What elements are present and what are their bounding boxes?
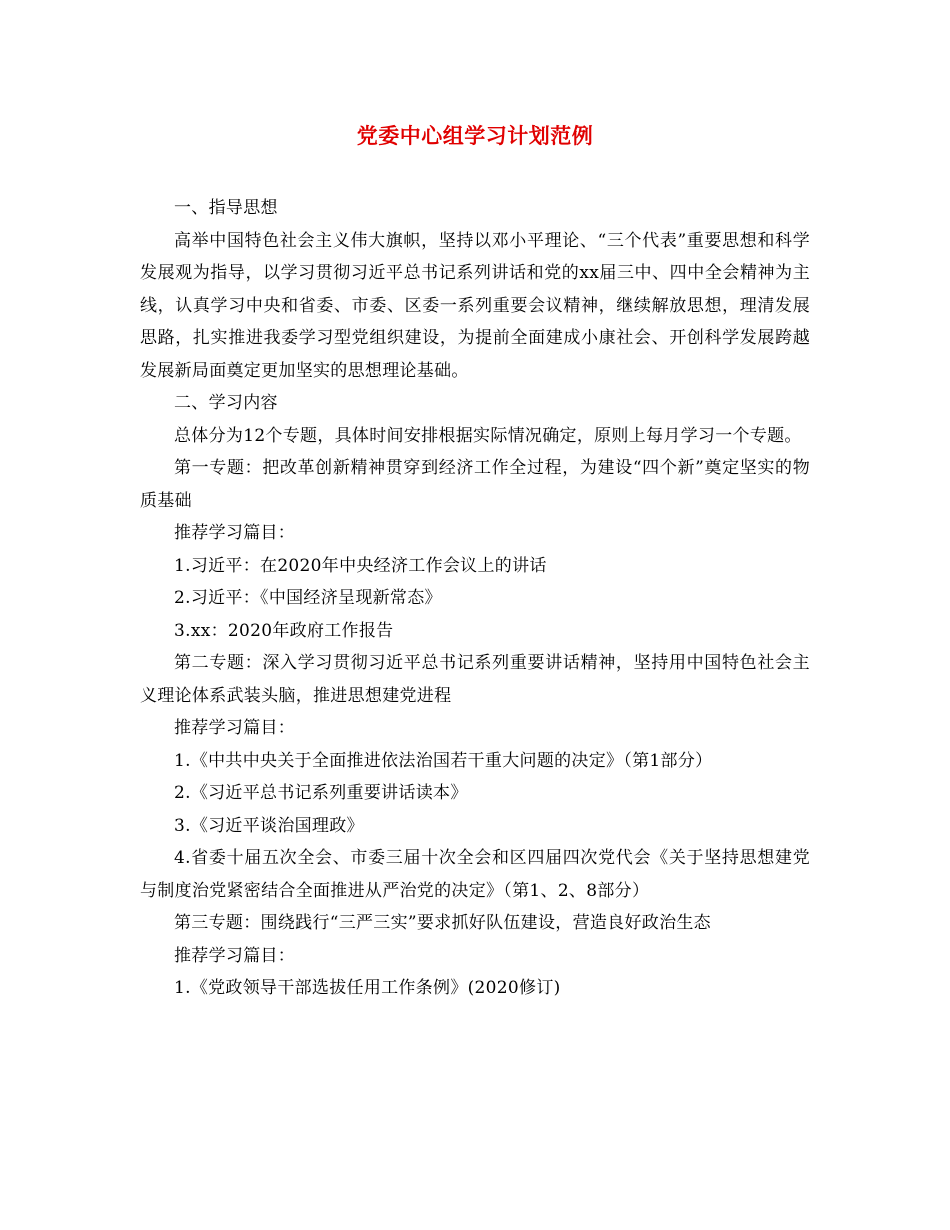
topic-1-heading: 第一专题：把改革创新精神贯穿到经济工作全过程，为建设“四个新”奠定坚实的物质基础 bbox=[140, 458, 810, 511]
document-title: 党委中心组学习计划范例 bbox=[356, 123, 594, 148]
topic-3-reading-item: 1.《党政领导干部选拔任用工作条例》(2020修订) bbox=[174, 978, 561, 998]
topic-2-reading-item: 1.《中共中央关于全面推进依法治国若干重大问题的决定》（第1部分） bbox=[174, 750, 713, 771]
paragraph-study-overview: 总体分为12个专题，具体时间安排根据实际情况确定，原则上每月学习一个专题。 bbox=[174, 425, 802, 446]
topic-3-reading-label: 推荐学习篇目： bbox=[174, 945, 296, 966]
topic-1-reading-item: 2.习近平：《中国经济呈现新常态》 bbox=[174, 588, 442, 608]
paragraph-guiding-ideology: 高举中国特色社会主义伟大旗帜，坚持以邓小平理论、“三个代表”重要思想和科学发展观为指导，以学习贯彻习近平总书记系列讲话和党的xx届三中、四中全会精神为主线，认真学习中央和省委、市委、区委一系列重要会议精神，继续解放思想，理清发展思路，扎实推进我委学习型党组织建设，为提前全面建成小康社会、开创科学发展跨越发展新局面奠定更加坚实的思想理论基础。 bbox=[140, 230, 810, 381]
topic-2-heading: 第二专题：深入学习贯彻习近平总书记系列重要讲话精神，坚持用中国特色社会主义理论体系武装头脑，推进思想建党进程 bbox=[140, 653, 810, 706]
topic-2-reading-item: 3.《习近平谈治国理政》 bbox=[174, 815, 364, 836]
topic-2-reading-label: 推荐学习篇目： bbox=[174, 718, 296, 738]
topic-2-reading-item: 4.省委十届五次全会、市委三届十次全会和区四届四次党代会《关于坚持思想建党与制度治党紧密结合全面推进从严治党的决定》（第1、2、8部分） bbox=[140, 848, 810, 901]
section-heading-guiding-ideology: 一、指导思想 bbox=[174, 198, 278, 218]
topic-1-reading-item: 1.习近平：在2020年中央经济工作会议上的讲话 bbox=[174, 555, 547, 576]
topic-2-reading-item: 2.《习近平总书记系列重要讲话读本》 bbox=[174, 783, 468, 803]
section-heading-study-content: 二、学习内容 bbox=[174, 393, 278, 413]
topic-1-reading-item: 3.xx：2020年政府工作报告 bbox=[174, 620, 394, 641]
topic-3-heading: 第三专题：围绕践行“三严三实”要求抓好队伍建设，营造良好政治生态 bbox=[174, 913, 711, 933]
document-body bbox=[140, 192, 810, 1005]
topic-1-reading-label: 推荐学习篇目： bbox=[174, 523, 296, 543]
